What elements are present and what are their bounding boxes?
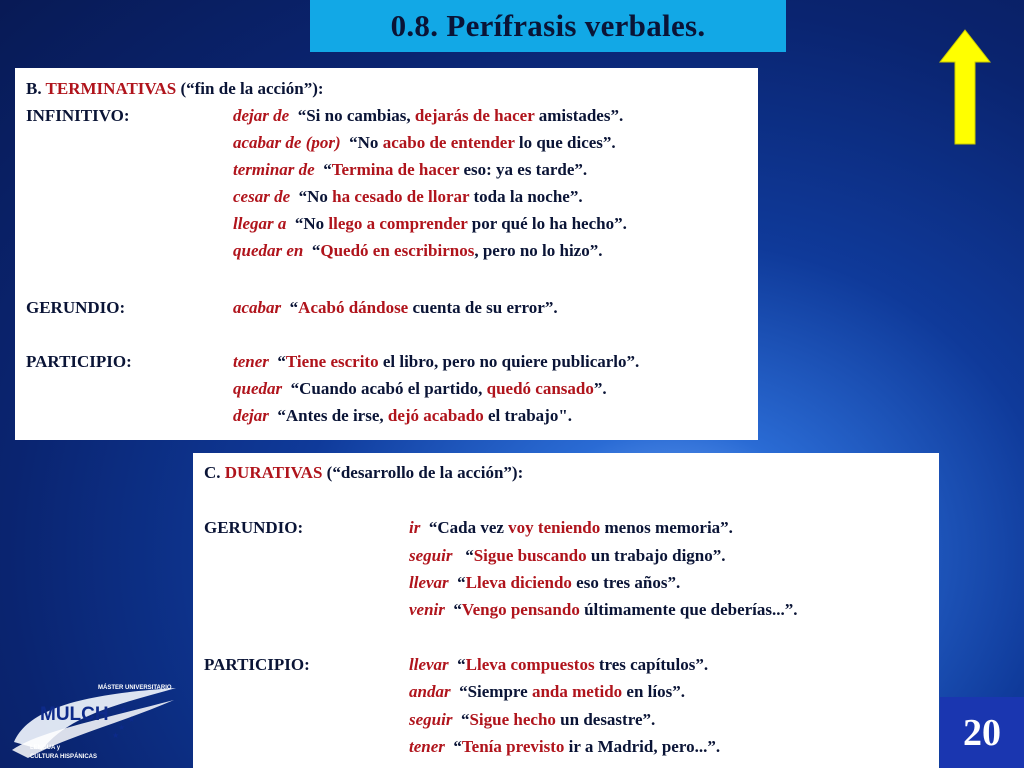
example-quote-start: “	[460, 710, 470, 729]
page-number: 20	[940, 697, 1024, 768]
star-icon: ★	[118, 723, 126, 732]
example-verb: acabar de (por)	[233, 133, 341, 152]
example-row	[233, 160, 587, 180]
example-highlight: Tenía previsto	[461, 737, 565, 756]
example-verb: quedar	[233, 379, 283, 398]
example-highlight: Acabó dándose	[298, 298, 409, 317]
example-verb: dejar	[233, 406, 269, 425]
example-highlight: Lleva diciendo	[465, 573, 572, 592]
example-row	[233, 214, 627, 234]
example-verb: andar	[409, 682, 451, 701]
section-b-letter: B.	[26, 79, 42, 98]
example-verb: llevar	[409, 655, 449, 674]
logo-bottom-text-1: LENGUA y	[30, 745, 61, 751]
example-quote-start: “Cuando acabó el partido,	[290, 379, 487, 398]
up-arrow-icon[interactable]	[938, 28, 992, 146]
example-quote-end: un desastre”.	[555, 710, 656, 729]
example-quote-end: tres capítulos”.	[594, 655, 709, 674]
label-participio: PARTICIPIO:	[204, 655, 310, 674]
example-verb: terminar de	[233, 160, 315, 179]
example-row	[233, 298, 558, 318]
example-row	[409, 546, 726, 566]
example-verb: seguir	[409, 546, 453, 565]
example-quote-start: “	[460, 546, 474, 565]
section-c-name: DURATIVAS	[224, 463, 323, 482]
section-c-letter: C.	[204, 463, 221, 482]
logo-top-text: MÁSTER UNIVERSITARIO	[98, 685, 172, 691]
example-quote-start: “Siempre	[459, 682, 532, 701]
example-highlight: quedó cansado	[486, 379, 594, 398]
example-highlight: ha cesado de llorar	[332, 187, 470, 206]
star-icon: ★	[120, 705, 128, 714]
example-highlight: Lleva compuestos	[465, 655, 595, 674]
example-row	[409, 682, 685, 702]
example-highlight: voy teniendo	[508, 518, 601, 537]
example-quote-end: eso tres años”.	[571, 573, 681, 592]
example-quote-end: en líos”.	[622, 682, 685, 701]
example-quote-start: “	[457, 573, 466, 592]
example-quote-end: últimamente que deberías...”.	[579, 600, 798, 619]
example-row	[233, 352, 639, 372]
example-quote-start: “No	[298, 187, 333, 206]
example-quote-start: “	[277, 352, 286, 371]
example-quote-end: ”.	[593, 379, 607, 398]
label-participio: PARTICIPIO:	[26, 352, 132, 371]
example-verb: llegar a	[233, 214, 287, 233]
example-row	[233, 187, 583, 207]
slide-title: 0.8. Perífrasis verbales.	[390, 8, 706, 43]
mulch-logo	[8, 680, 180, 764]
example-quote-start: “	[323, 160, 332, 179]
example-quote-start: “	[453, 600, 462, 619]
example-quote-start: “No	[349, 133, 383, 152]
example-highlight: anda metido	[531, 682, 623, 701]
example-highlight: acabo de entender	[382, 133, 515, 152]
example-quote-start: “Cada vez	[428, 518, 509, 537]
example-highlight: Tiene escrito	[285, 352, 379, 371]
section-b-name: TERMINATIVAS	[45, 79, 177, 98]
example-row	[409, 573, 680, 593]
example-highlight: Sigue buscando	[473, 546, 587, 565]
logo-bottom-text-2: CULTURA HISPÁNICAS	[30, 754, 97, 760]
example-row	[233, 379, 607, 399]
example-highlight: llego a comprender	[328, 214, 468, 233]
example-verb: quedar en	[233, 241, 304, 260]
example-quote-end: eso: ya es tarde”.	[459, 160, 588, 179]
label-gerundio: GERUNDIO:	[204, 518, 304, 537]
example-highlight: Termina de hacer	[331, 160, 460, 179]
example-quote-end: el libro, pero no quiere publicarlo”.	[378, 352, 640, 371]
example-row	[409, 655, 708, 675]
example-quote-start: “	[457, 655, 466, 674]
example-quote-end: por qué lo ha hecho”.	[467, 214, 627, 233]
label-infinitivo: INFINITIVO:	[26, 106, 130, 125]
example-verb: venir	[409, 600, 445, 619]
example-verb: tener	[233, 352, 269, 371]
example-row	[233, 406, 572, 426]
panel-terminativas	[15, 68, 758, 440]
example-verb: cesar de	[233, 187, 291, 206]
example-quote-start: “No	[294, 214, 329, 233]
panel-durativas	[193, 453, 939, 768]
example-verb: ir	[409, 518, 421, 537]
example-quote-end: ir a Madrid, pero...”.	[564, 737, 721, 756]
example-quote-start: “	[311, 241, 321, 260]
example-highlight: Vengo pensando	[461, 600, 580, 619]
title-banner	[310, 0, 786, 52]
example-verb: tener	[409, 737, 445, 756]
example-quote-start: “	[289, 298, 299, 317]
section-b-desc: (“fin de la acción”):	[180, 79, 324, 98]
star-icon: ★	[112, 731, 120, 740]
example-quote-end: toda la noche”.	[469, 187, 583, 206]
example-verb: llevar	[409, 573, 449, 592]
example-quote-start: “Antes de irse,	[277, 406, 388, 425]
example-quote-end: un trabajo digno”.	[586, 546, 726, 565]
example-row	[233, 133, 616, 153]
label-gerundio: GERUNDIO:	[26, 298, 126, 317]
section-b-heading	[26, 79, 324, 99]
example-quote-end: cuenta de su error”.	[408, 298, 558, 317]
example-row	[409, 737, 720, 757]
example-highlight: Sigue hecho	[469, 710, 556, 729]
example-highlight: dejó acabado	[387, 406, 484, 425]
example-verb: acabar	[233, 298, 282, 317]
example-quote-end: amistades”.	[534, 106, 624, 125]
example-quote-end: menos memoria”.	[600, 518, 733, 537]
example-row	[233, 241, 602, 261]
star-icon: ★	[128, 715, 136, 724]
section-c-desc: (“desarrollo de la acción”):	[326, 463, 524, 482]
example-highlight: dejarás de hacer	[414, 106, 535, 125]
example-verb: seguir	[409, 710, 453, 729]
example-row	[409, 518, 733, 538]
example-row	[233, 106, 623, 126]
example-quote-end: lo que dices”.	[514, 133, 616, 152]
example-quote-end: el trabajo".	[483, 406, 573, 425]
logo-name-text: MULCH	[40, 704, 109, 725]
example-highlight: Quedó en escribirnos	[320, 241, 475, 260]
example-verb: dejar de	[233, 106, 290, 125]
section-c-heading	[204, 463, 523, 483]
example-row	[409, 710, 655, 730]
example-quote-end: , pero no lo hizo”.	[474, 241, 603, 260]
example-quote-start: “	[453, 737, 462, 756]
example-quote-start: “Si no cambias,	[297, 106, 415, 125]
example-row	[409, 600, 798, 620]
